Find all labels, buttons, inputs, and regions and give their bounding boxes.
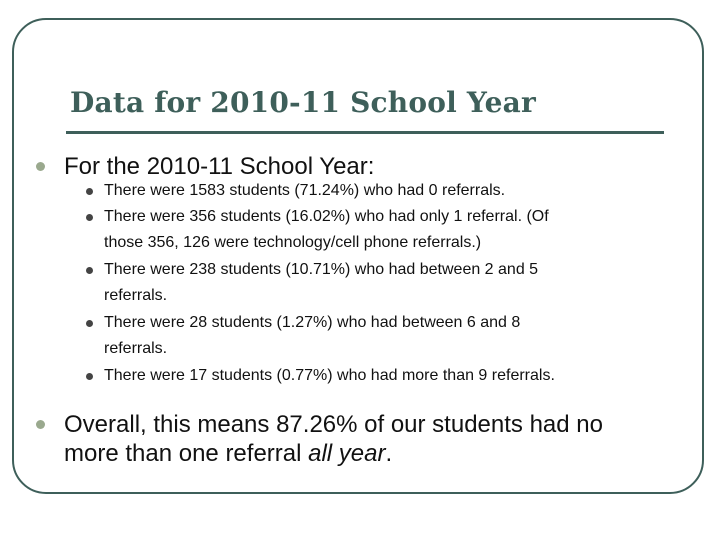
sub-point-5: There were 17 students (0.77%) who had more than 9 referrals. <box>104 367 555 384</box>
conclusion-suffix: . <box>385 440 393 467</box>
main-bullet-icon <box>36 420 45 429</box>
sub-bullet-icon <box>86 267 93 274</box>
title-underline <box>66 131 664 134</box>
conclusion-emphasis: all year <box>308 440 386 467</box>
sub-point-2-line-1: There were 356 students (16.02%) who had only 1 referral. (Of <box>104 208 549 225</box>
sub-point-4-line-2: referrals. <box>104 340 168 357</box>
sub-point-3-line-2: referrals. <box>104 287 168 304</box>
conclusion-prefix: more than one referral <box>64 440 309 467</box>
sub-point-4-line-1: There were 28 students (1.27%) who had between 6 and 8 <box>104 314 521 331</box>
conclusion-line-1: Overall, this means 87.26% of our students had no <box>64 411 603 438</box>
sub-point-3-line-1: There were 238 students (10.71%) who had between 2 and 5 <box>104 261 539 278</box>
sub-bullet-icon <box>86 214 93 221</box>
sub-bullet-icon <box>86 373 93 380</box>
main-point: For the 2010-11 School Year: <box>64 153 375 180</box>
slide-title: Data for 2010-11 School Year <box>70 86 536 119</box>
sub-point-1: There were 1583 students (71.24%) who had 0 referrals. <box>104 182 506 199</box>
main-bullet-icon <box>36 162 45 171</box>
conclusion-line-2 <box>64 439 392 468</box>
sub-bullet-icon <box>86 320 93 327</box>
sub-point-2-line-2: those 356, 126 were technology/cell phone referrals.) <box>104 234 482 251</box>
sub-bullet-icon <box>86 188 93 195</box>
